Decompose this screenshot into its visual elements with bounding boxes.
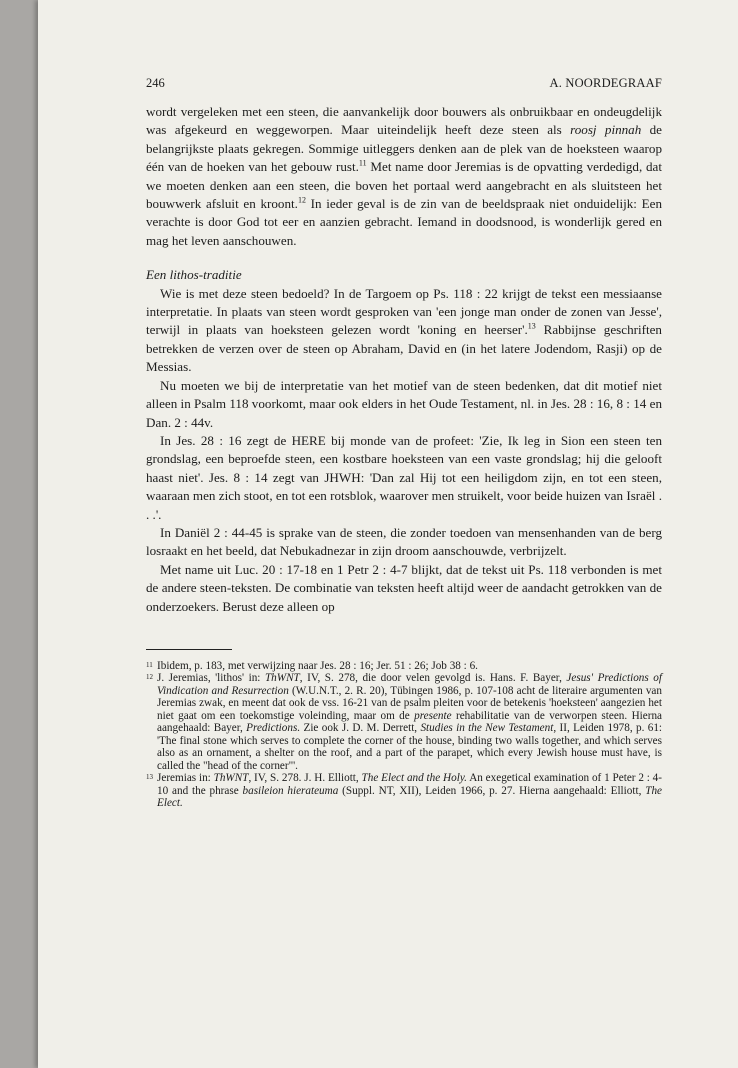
footnote-12 xyxy=(146,672,662,772)
italic-title: The Elect and the Holy. xyxy=(361,772,467,785)
paragraph-3: Nu moeten we bij de interpretatie van het motief van de steen bedenken, dat dit motief niet alleen in Psalm 118 voorkomt, maar ook elders in het Oude Testament, nl. in Jes. 28 : 16, 8 : 14 en Dan. 2 : 44v. xyxy=(146,377,662,430)
running-author: A. NOORDEGRAAF xyxy=(549,76,662,90)
italic-term: roosj pinnah xyxy=(570,122,642,138)
text-run: , II, Leiden 1978, p. 61: 'The final stone which serves to complete the corner of the house, binding two walls together, and which serves also as an ornament, a shelter on the roof, and a part of the parapet, which every Jewish house must have, is called the "head of the corner"'. xyxy=(157,722,663,772)
text-run: rehabilitatie van de verworpen steen. Hierna aangehaald: Bayer, xyxy=(157,709,663,735)
footnote-number: 12 xyxy=(146,673,153,682)
text-run: Met name door Jeremias is de opvatting verdedigd, dat we moeten denken aan een steen, die boven het portaal werd aangebracht en als sluitsteen het bouwwerk afsluit en kroont. xyxy=(146,159,662,212)
running-header xyxy=(146,76,662,91)
italic-title: Studies in the New Testament xyxy=(420,722,554,735)
page-number: 246 xyxy=(146,76,165,90)
text-run: J. Jeremias, 'lithos' in: xyxy=(157,672,265,685)
italic-title: ThWNT xyxy=(213,772,249,785)
footnote-ref[interactable]: 12 xyxy=(297,195,306,205)
paragraph-1 xyxy=(146,103,662,250)
italic-term: presente xyxy=(414,709,452,722)
text-run: Wie is met deze steen bedoeld? In de Targoem op Ps. 118 : 22 krijgt de tekst een messiaanse interpretatie. In plaats van steen wordt gesproken van 'een jonge man onder de zonen van Jesse', terwijl in plaats van hoeksteen gelezen wordt 'koning en heerser'. xyxy=(146,285,662,338)
footnote-number: 13 xyxy=(146,773,153,782)
italic-term: basileion hierateuma xyxy=(242,784,339,797)
text-run: An exegetical examination of 1 Peter 2 : 4-10 and the phrase xyxy=(157,772,663,797)
paragraph-6: Met name uit Luc. 20 : 17-18 en 1 Petr 2 : 4-7 blijkt, dat de tekst uit Ps. 118 verbonden is met de andere steen-teksten. De combinatie van teksten heeft altijd weer de aandacht getrokken van de onderzoekers. Berust deze alleen op xyxy=(146,561,662,614)
footnote-number: 11 xyxy=(146,660,153,669)
text-run: Jeremias in: xyxy=(157,772,214,785)
italic-title: ThWNT xyxy=(264,672,300,685)
footnote-ref[interactable]: 11 xyxy=(358,158,367,168)
book-page xyxy=(38,0,738,1068)
page-content xyxy=(146,76,662,810)
italic-title: The Elect. xyxy=(157,784,662,810)
footnote-divider xyxy=(146,649,232,650)
text-run: wordt vergeleken met een steen, die aanvankelijk door bouwers als onbruikbaar en ondeugdelijk was afgekeurd en weggeworpen. Maar uiteindelijk heeft deze steen als xyxy=(146,104,662,138)
footnote-11 xyxy=(146,660,662,673)
italic-title: Predictions. xyxy=(246,722,301,735)
footnote-text xyxy=(157,772,662,810)
footnote-13 xyxy=(146,772,662,810)
text-run: (W.U.N.T., 2. R. 20), Tübingen 1986, p. 107-108 acht de literaire argumenten van Jeremias zwak, en meent dat ook de vss. 16-21 van de psalm pleiten voor de betekenis 'hoeksteen' aangezien het niet gaat om een toekomstige voleinding, maar om de xyxy=(157,684,662,722)
italic-title: Jesus' Predictions of Vindication and Resurrection xyxy=(157,672,662,697)
text-run: Rabbijnse geschriften betrekken de verzen over de steen op Abraham, David en (in het latere Jodendom, Rasji) op de Messias. xyxy=(146,322,662,375)
text-run: Zie ook J. D. M. Derrett, xyxy=(300,722,421,735)
footnote-text: Ibidem, p. 183, met verwijzing naar Jes. 28 : 16; Jer. 51 : 26; Job 38 : 6. xyxy=(157,659,478,672)
paragraph-2 xyxy=(146,285,662,377)
paragraph-4: In Jes. 28 : 16 zegt de HERE bij monde van de profeet: 'Zie, Ik leg in Sion een steen ten grondslag, een beproefde steen, een kostbare hoeksteen van een vaste grondslag; hij die gelooft haast niet'. Jes. 8 : 14 zegt van JHWH: 'Dan zal Hij tot een heiligdom zijn, en tot een steen, waaraan men zich stoot, en tot een rotsblok, waarover men struikelt, voor beide huizen van Israël . . .'. xyxy=(146,432,662,522)
paragraph-5: In Daniël 2 : 44-45 is sprake van de steen, die zonder toedoen van mensenhanden van de berg losraakt en het beeld, dat Nebukadnezar in zijn droom aanschouwde, verbrijzelt. xyxy=(146,524,662,559)
footnote-ref[interactable]: 13 xyxy=(527,322,536,332)
footnote-text xyxy=(157,672,662,772)
text-run: In ieder geval is de zin van de beeldspraak niet onduidelijk: Een verachte is door God tot eer en aanzien gebracht. Iemand in doodsnood, is wonderlijk gered en mag het leven aanschouwen. xyxy=(146,196,662,248)
text-run: de belangrijkste plaats gekregen. Sommige uitleggers denken aan de plek van de hoeksteen waarop één van de hoeken van het gebouw rust. xyxy=(146,122,662,175)
text-run: , IV, S. 278. J. H. Elliott, xyxy=(248,772,362,785)
text-run: , IV, S. 278, die door velen gevolgd is. Hans. F. Bayer, xyxy=(299,672,567,685)
section-heading: Een lithos-traditie xyxy=(146,267,242,283)
text-run: (Suppl. NT, XII), Leiden 1966, p. 27. Hierna aangehaald: Elliott, xyxy=(338,784,646,797)
